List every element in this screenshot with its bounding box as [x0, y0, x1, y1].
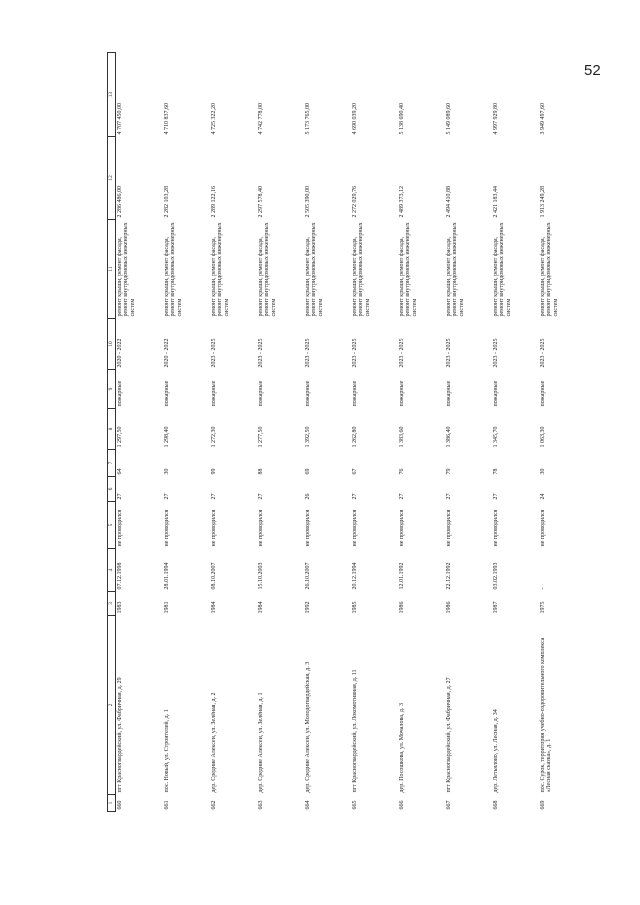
- area-cell: 1 392,50: [304, 426, 311, 448]
- cost-cell: 2 272 029,76: [351, 186, 358, 218]
- privatization-date-cell: 12.01.1992: [398, 562, 405, 590]
- works-cell: ремонт крыши, ремонт фасада, ремонт внутридомовых инженерных систем: [116, 222, 136, 317]
- privatization-date-cell: 28.01.1994: [163, 562, 170, 590]
- type-cell: пожарные: [304, 380, 311, 407]
- area-cell: 1 298,40: [163, 426, 170, 448]
- row-number: 661: [163, 800, 170, 810]
- overhaul-cell: не проводился: [116, 509, 123, 547]
- cost-cell: 2 289 122,16: [210, 186, 217, 218]
- year-cell: 1981: [163, 601, 170, 614]
- type-cell: пожарные: [210, 380, 217, 407]
- header-cell: 10: [108, 319, 116, 370]
- total-cost-cell: 4 707 450,00: [116, 103, 123, 135]
- apartments-cell: 99: [210, 468, 217, 475]
- year-cell: 1992: [304, 601, 311, 614]
- row-number: 665: [351, 800, 358, 810]
- header-cell: 8: [108, 409, 116, 450]
- privatization-date-cell: -: [539, 587, 546, 590]
- header-cell: 6: [108, 477, 116, 502]
- type-cell: пожарные: [445, 380, 452, 407]
- apartments-cell: 88: [257, 468, 264, 475]
- area-cell: 1 277,50: [257, 426, 264, 448]
- cost-cell: 2 286 486,00: [116, 186, 123, 218]
- year-cell: 1986: [445, 601, 452, 614]
- row-number: 666: [398, 800, 405, 810]
- table-body: [115, 53, 586, 812]
- privatization-date-cell: 08.10.2007: [210, 562, 217, 590]
- row-number: 669: [539, 800, 546, 810]
- period-cell: 2023 - 2025: [539, 338, 546, 368]
- table-row: [539, 53, 586, 812]
- overhaul-cell: не проводился: [398, 509, 405, 547]
- address-cell: дер. Средние Алексеи, ул. Зелёная, д. 2: [210, 692, 217, 793]
- wear-cell: 26: [304, 493, 311, 500]
- data-table: [107, 52, 586, 812]
- cost-cell: 2 494 410,88: [445, 186, 452, 218]
- wear-cell: 24: [539, 493, 546, 500]
- privatization-date-cell: 26.10.2007: [304, 562, 311, 590]
- cost-cell: 2 489 373,12: [398, 186, 405, 218]
- table-row: [257, 53, 304, 812]
- wear-cell: 27: [445, 493, 452, 500]
- address-cell: пос. Сурок, территория учебно-оздоровительного комплекса «Лесная сказка», д. 1: [539, 637, 553, 793]
- header-row: [108, 53, 116, 812]
- works-cell: ремонт крыши, ремонт фасада, ремонт внутридомовых инженерных систем: [445, 222, 465, 317]
- row-number: 668: [492, 800, 499, 810]
- table-row: [163, 53, 210, 812]
- overhaul-cell: не проводился: [210, 509, 217, 547]
- works-cell: ремонт крыши, ремонт фасада, ремонт внутридомовых инженерных систем: [398, 222, 418, 317]
- apartments-cell: 67: [351, 468, 358, 475]
- overhaul-cell: не проводился: [304, 509, 311, 547]
- header-cell: 2: [108, 616, 116, 795]
- rotated-table-container: [107, 92, 591, 812]
- period-cell: 2023 - 2025: [210, 338, 217, 368]
- year-cell: 1983: [116, 601, 123, 614]
- works-cell: ремонт крыши, ремонт фасада, ремонт внутридомовых инженерных систем: [492, 222, 512, 317]
- total-cost-cell: 4 742 778,00: [257, 103, 264, 135]
- address-cell: дер. Средние Алексеи, ул. Зелёная, д. 1: [257, 692, 264, 793]
- period-cell: 2023 - 2025: [351, 338, 358, 368]
- wear-cell: 27: [210, 493, 217, 500]
- header-cell: 3: [108, 592, 116, 616]
- cost-cell: 2 282 103,28: [163, 186, 170, 218]
- cost-cell: 2 505 390,00: [304, 186, 311, 218]
- privatization-date-cell: 15.10.2003: [257, 562, 264, 590]
- row-number: 660: [116, 800, 123, 810]
- address-cell: дер. Средние Алексеи, ул. Молодогвардейская, д. 3: [304, 661, 311, 793]
- works-cell: ремонт крыши, ремонт фасада, ремонт внутридомовых инженерных систем: [539, 222, 559, 317]
- privatization-date-cell: 22.12.1992: [445, 562, 452, 590]
- privatization-date-cell: 07.12.1998: [116, 562, 123, 590]
- apartments-cell: 30: [163, 468, 170, 475]
- header-cell: 5: [108, 502, 116, 549]
- table-row: [445, 53, 492, 812]
- area-cell: 1 386,40: [445, 426, 452, 448]
- header-cell: 9: [108, 370, 116, 409]
- period-cell: 2023 - 2025: [257, 338, 264, 368]
- table-row: [351, 53, 398, 812]
- address-cell: пгт Красногвардейский, ул. Фабричная, д. 29: [116, 677, 123, 793]
- header-cell: 1: [108, 795, 116, 812]
- privatization-date-cell: 03.02.1993: [492, 562, 499, 590]
- row-number: 664: [304, 800, 311, 810]
- type-cell: пожарные: [257, 380, 264, 407]
- privatization-date-cell: 20.12.1994: [351, 562, 358, 590]
- total-cost-cell: 5 173 765,00: [304, 103, 311, 135]
- overhaul-cell: не проводился: [163, 509, 170, 547]
- period-cell: 2023 - 2025: [304, 338, 311, 368]
- type-cell: пожарные: [351, 380, 358, 407]
- overhaul-cell: не проводился: [351, 509, 358, 547]
- wear-cell: 27: [257, 493, 264, 500]
- address-cell: пгт Красногвардейский, ул. Фабричная, д. 27: [445, 677, 452, 793]
- type-cell: пожарные: [163, 380, 170, 407]
- period-cell: 2023 - 2025: [445, 338, 452, 368]
- year-cell: 1984: [210, 601, 217, 614]
- period-cell: 2023 - 2025: [492, 338, 499, 368]
- works-cell: ремонт крыши, ремонт фасада, ремонт внутридомовых инженерных систем: [351, 222, 371, 317]
- area-cell: 1 272,30: [210, 426, 217, 448]
- table-row: [492, 53, 539, 812]
- row-number: 662: [210, 800, 217, 810]
- wear-cell: 27: [398, 493, 405, 500]
- total-cost-cell: 4 725 322,20: [210, 103, 217, 135]
- apartments-cell: 30: [539, 468, 546, 475]
- total-cost-cell: 4 690 039,20: [351, 103, 358, 135]
- year-cell: 1986: [398, 601, 405, 614]
- apartments-cell: 79: [445, 468, 452, 475]
- wear-cell: 27: [351, 493, 358, 500]
- row-number: 667: [445, 800, 452, 810]
- period-cell: 2020 - 2022: [116, 338, 123, 368]
- period-cell: 2023 - 2025: [398, 338, 405, 368]
- address-cell: дер. Летьялово, ул. Лесная, д. 34: [492, 709, 499, 793]
- type-cell: пожарные: [539, 380, 546, 407]
- total-cost-cell: 3 949 497,60: [539, 103, 546, 135]
- address-cell: дер. Посошкова, ул. Мочалова, д. 3: [398, 703, 405, 793]
- total-cost-cell: 4 997 929,80: [492, 103, 499, 135]
- address-cell: пос. Новый, ул. Строителей, д. 1: [163, 709, 170, 793]
- total-cost-cell: 5 149 089,60: [445, 103, 452, 135]
- header-cell: 12: [108, 137, 116, 220]
- header-cell: 11: [108, 220, 116, 319]
- total-cost-cell: 5 138 690,40: [398, 103, 405, 135]
- year-cell: 1975: [539, 601, 546, 614]
- area-cell: 1 262,80: [351, 426, 358, 448]
- type-cell: пожарные: [116, 380, 123, 407]
- type-cell: пожарные: [398, 380, 405, 407]
- apartments-cell: 64: [116, 468, 123, 475]
- type-cell: пожарные: [492, 380, 499, 407]
- header-cell: 4: [108, 549, 116, 592]
- address-cell: пгт Красногвардейский, ул. Локомотивная, д. 11: [351, 669, 358, 793]
- area-cell: 1 345,70: [492, 426, 499, 448]
- year-cell: 1984: [257, 601, 264, 614]
- wear-cell: 27: [116, 493, 123, 500]
- overhaul-cell: не проводился: [445, 509, 452, 547]
- table-row: [304, 53, 351, 812]
- row-number: 663: [257, 800, 264, 810]
- overhaul-cell: не проводился: [257, 509, 264, 547]
- cost-cell: 1 913 249,28: [539, 186, 546, 218]
- year-cell: 1987: [492, 601, 499, 614]
- period-cell: 2020 - 2022: [163, 338, 170, 368]
- table-row: [398, 53, 445, 812]
- table-row: [115, 53, 163, 812]
- works-cell: ремонт крыши, ремонт фасада, ремонт внутридомовых инженерных систем: [163, 222, 183, 317]
- apartments-cell: 76: [398, 468, 405, 475]
- total-cost-cell: 4 710 837,60: [163, 103, 170, 135]
- works-cell: ремонт крыши, ремонт фасада, ремонт внутридомовых инженерных систем: [304, 222, 324, 317]
- header-cell: 7: [108, 450, 116, 477]
- apartments-cell: 69: [304, 468, 311, 475]
- cost-cell: 2 421 183,44: [492, 186, 499, 218]
- table-row: [210, 53, 257, 812]
- area-cell: 1 063,30: [539, 426, 546, 448]
- works-cell: ремонт крыши, ремонт фасада, ремонт внутридомовых инженерных систем: [210, 222, 230, 317]
- works-cell: ремонт крыши, ремонт фасада, ремонт внутридомовых инженерных систем: [257, 222, 277, 317]
- overhaul-cell: не проводился: [539, 509, 546, 547]
- wear-cell: 27: [163, 493, 170, 500]
- area-cell: 1 383,60: [398, 426, 405, 448]
- apartments-cell: 78: [492, 468, 499, 475]
- year-cell: 1985: [351, 601, 358, 614]
- header-cell: 13: [108, 53, 116, 137]
- page-number: 52: [584, 62, 601, 79]
- wear-cell: 27: [492, 493, 499, 500]
- cost-cell: 2 297 578,40: [257, 186, 264, 218]
- area-cell: 1 297,50: [116, 426, 123, 448]
- overhaul-cell: не проводился: [492, 509, 499, 547]
